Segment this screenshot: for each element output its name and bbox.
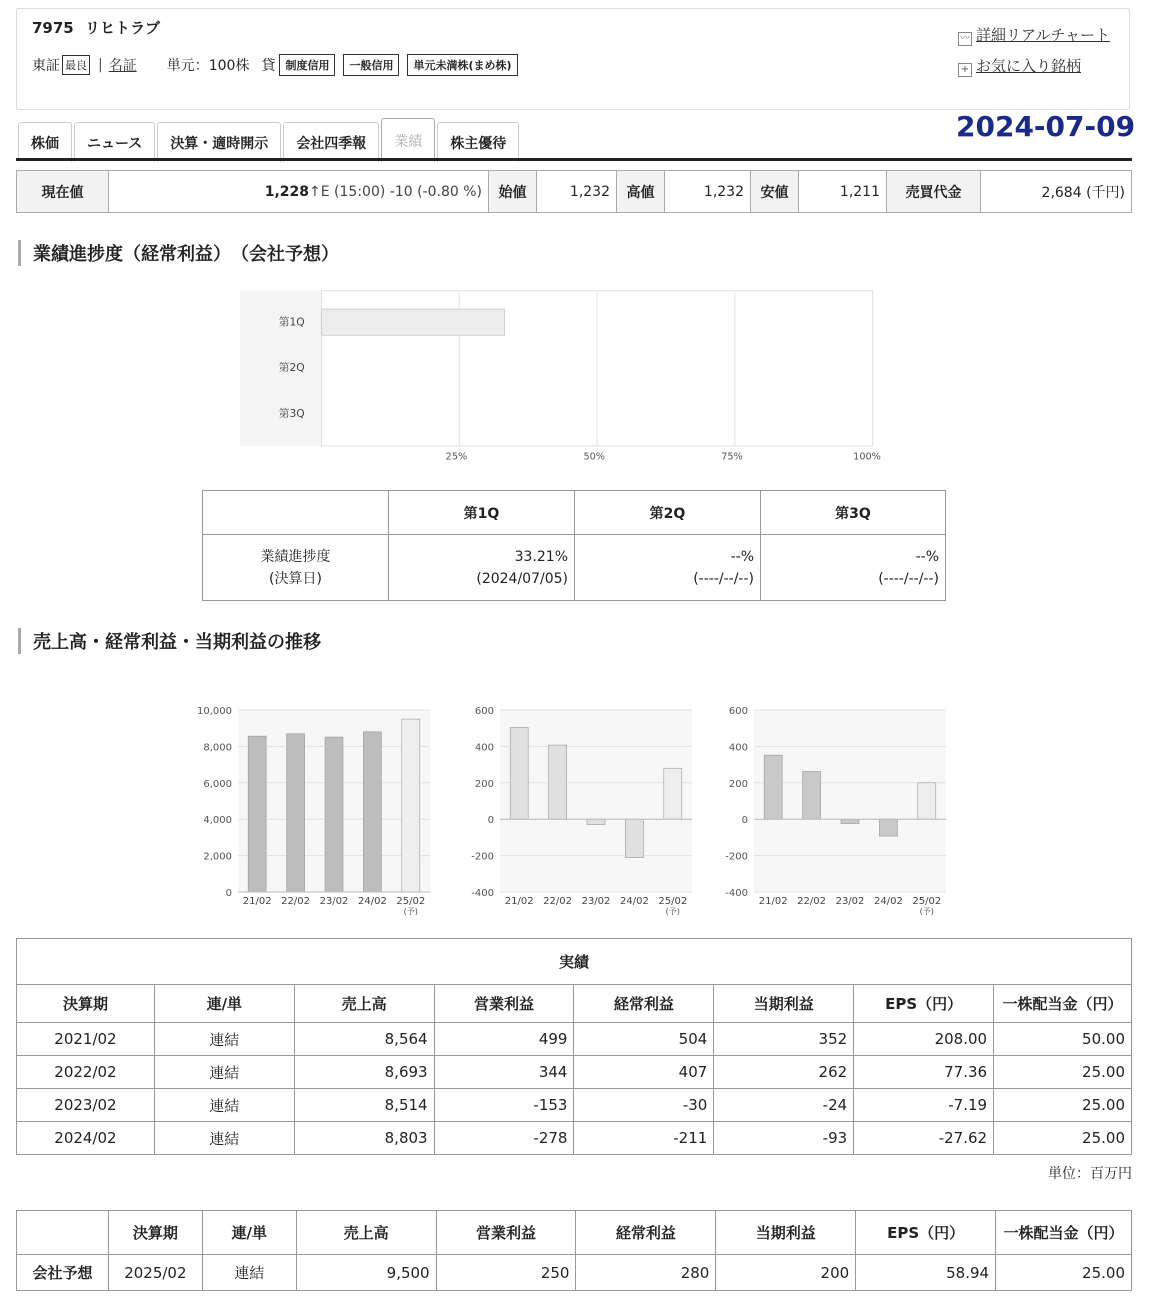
chart-x-note: (予) xyxy=(665,907,680,916)
chart-bar xyxy=(764,755,782,819)
price-change: ↑E (15:00) -10 (-0.80 %) xyxy=(309,183,482,200)
results-table xyxy=(16,938,1132,1155)
chart-y-tick: 4,000 xyxy=(203,815,232,827)
results-row xyxy=(17,1023,1132,1056)
results-cell: 2021/02 xyxy=(17,1023,155,1056)
results-cell: 352 xyxy=(714,1023,854,1056)
forecast-cell: 2025/02 xyxy=(108,1255,202,1291)
section-title-progress: 業績進捗度（経常利益） （会社予想） xyxy=(18,240,339,266)
forecast-table xyxy=(16,1210,1132,1291)
results-cell: 8,803 xyxy=(294,1122,434,1155)
chart-y-tick: -400 xyxy=(471,888,494,899)
low-label: 安値 xyxy=(751,171,799,213)
forecast-header-cell: 当期利益 xyxy=(716,1211,856,1255)
chart-x-tick: 25/02 xyxy=(658,896,688,907)
results-cell: 344 xyxy=(434,1056,574,1089)
progress-x-tick: 100% xyxy=(853,451,881,463)
chart-bar xyxy=(549,745,567,819)
market-name: 東証 xyxy=(32,58,60,74)
results-cell: 50.00 xyxy=(994,1023,1132,1056)
results-cell: 504 xyxy=(574,1023,714,1056)
results-cell: -7.19 xyxy=(854,1089,994,1122)
high-label: 高値 xyxy=(617,171,665,213)
chart-plot-area xyxy=(754,710,946,892)
results-cell: -93 xyxy=(714,1122,854,1155)
progress-q3-date: (----/--/--) xyxy=(878,570,939,587)
progress-q1-date: (2024/07/05) xyxy=(476,570,568,587)
forecast-cell: 280 xyxy=(576,1255,716,1291)
results-cell: -278 xyxy=(434,1122,574,1155)
unit-note: 単位：百万円 xyxy=(1048,1166,1132,1182)
forecast-header-cell: 一株配当金（円） xyxy=(996,1211,1132,1255)
forecast-cell: 9,500 xyxy=(296,1255,436,1291)
chart-bar xyxy=(625,819,643,857)
alt-market-link[interactable]: 名証 xyxy=(108,58,137,74)
chart-x-tick: 24/02 xyxy=(357,896,387,907)
results-cell: 2023/02 xyxy=(17,1089,155,1122)
results-cell: 77.36 xyxy=(854,1056,994,1089)
results-cell: -211 xyxy=(574,1122,714,1155)
current-price: 1,228 xyxy=(264,183,310,200)
forecast-cell: 会社予想 xyxy=(17,1255,109,1291)
badge-margin-general: 一般信用 xyxy=(343,54,399,76)
progress-q1-cell xyxy=(389,535,575,601)
progress-q1-value: 33.21% xyxy=(514,548,568,565)
chart-bar xyxy=(841,819,859,823)
date-stamp: 2024-07-09 xyxy=(956,110,1136,143)
chart-y-tick: -200 xyxy=(725,851,748,863)
progress-category-label: 第2Q xyxy=(278,361,305,375)
chart-x-tick: 25/02 xyxy=(396,896,426,907)
net-profit-chart xyxy=(706,706,956,920)
chart-x-tick: 21/02 xyxy=(242,896,272,907)
price-cell xyxy=(109,171,489,213)
results-cell: 8,693 xyxy=(294,1056,434,1089)
results-cell: -153 xyxy=(434,1089,574,1122)
progress-header-q1: 第1Q xyxy=(389,491,575,535)
detail-chart-link[interactable]: 〰 詳細リアルチャート xyxy=(960,26,1110,44)
tab-bar xyxy=(18,118,521,162)
results-row xyxy=(17,1122,1132,1155)
results-header-cell: 一株配当金（円） xyxy=(994,985,1132,1023)
forecast-cell: 58.94 xyxy=(856,1255,996,1291)
chart-x-tick: 21/02 xyxy=(758,896,788,907)
forecast-header-cell: 売上高 xyxy=(296,1211,436,1255)
progress-label: 業績進捗度 xyxy=(260,548,331,565)
section-title-trend: 売上高・経常利益・当期利益の推移 xyxy=(18,628,321,654)
forecast-header-cell xyxy=(17,1211,109,1255)
plus-icon: + xyxy=(958,63,972,77)
results-cell: 8,564 xyxy=(294,1023,434,1056)
forecast-cell: 250 xyxy=(436,1255,576,1291)
chart-x-tick: 23/02 xyxy=(581,896,611,907)
tab-shikiho[interactable]: 会社四季報 xyxy=(283,122,379,162)
chart-y-tick: -200 xyxy=(471,851,494,863)
tab-price[interactable]: 株価 xyxy=(18,122,72,162)
forecast-cell: 200 xyxy=(716,1255,856,1291)
forecast-header-cell: EPS（円） xyxy=(856,1211,996,1255)
chart-plot-area xyxy=(500,710,692,892)
turnover-label: 売買代金 xyxy=(887,171,981,213)
lend-label: 貸 xyxy=(261,58,276,74)
low-value: 1,211 xyxy=(799,171,887,213)
chart-x-tick: 22/02 xyxy=(543,896,573,907)
chart-bar xyxy=(664,768,682,819)
high-value: 1,232 xyxy=(665,171,751,213)
progress-row-label xyxy=(203,535,389,601)
chart-x-tick: 22/02 xyxy=(797,896,827,907)
chart-bar xyxy=(363,732,381,892)
progress-bar xyxy=(322,309,505,335)
progress-category-label: 第1Q xyxy=(278,315,305,329)
chart-icon: 〰 xyxy=(960,33,970,44)
tab-news[interactable]: ニュース xyxy=(74,122,155,162)
chart-y-tick: 8,000 xyxy=(203,742,232,754)
sales-chart xyxy=(190,706,440,920)
chart-x-tick: 23/02 xyxy=(319,896,349,907)
market-info-row xyxy=(32,54,518,76)
results-header-cell: EPS（円） xyxy=(854,985,994,1023)
results-cell: 2022/02 xyxy=(17,1056,155,1089)
tab-disclosure[interactable]: 決算・適時開示 xyxy=(157,122,281,162)
market-flag: 最良 xyxy=(62,55,90,75)
results-cell: -24 xyxy=(714,1089,854,1122)
results-cell: 407 xyxy=(574,1056,714,1089)
chart-bar xyxy=(510,727,528,819)
progress-q3-cell xyxy=(761,535,946,601)
separator: | xyxy=(98,57,103,73)
chart-bar xyxy=(248,736,266,892)
price-label: 現在値 xyxy=(17,171,109,213)
chart-bar xyxy=(803,772,821,820)
progress-q2-value: --% xyxy=(730,548,754,565)
forecast-cell: 25.00 xyxy=(996,1255,1132,1291)
chart-bar xyxy=(587,819,605,824)
results-cell: 25.00 xyxy=(994,1056,1132,1089)
ordinary-profit-chart xyxy=(452,706,702,920)
results-header-cell: 決算期 xyxy=(17,985,155,1023)
chart-y-tick: 2,000 xyxy=(203,851,232,863)
results-row xyxy=(17,1056,1132,1089)
header-links xyxy=(958,20,1110,82)
results-caption: 実績 xyxy=(17,939,1132,985)
progress-chart xyxy=(240,288,892,468)
stock-title xyxy=(32,17,160,38)
chart-bar xyxy=(879,819,897,836)
results-cell: 262 xyxy=(714,1056,854,1089)
progress-table xyxy=(202,490,946,601)
chart-y-tick: 0 xyxy=(225,888,232,899)
chart-y-tick: 6,000 xyxy=(203,778,232,790)
stock-name: リヒトラブ xyxy=(84,19,160,37)
tab-performance[interactable]: 業績 xyxy=(381,118,435,162)
progress-header-q3: 第3Q xyxy=(761,491,946,535)
open-value: 1,232 xyxy=(537,171,617,213)
results-header-cell: 売上高 xyxy=(294,985,434,1023)
progress-q2-date: (----/--/--) xyxy=(693,570,754,587)
stock-code: 7975 xyxy=(32,19,74,37)
chart-y-tick: 400 xyxy=(474,742,494,754)
progress-x-tick: 25% xyxy=(445,451,468,463)
forecast-header-cell: 営業利益 xyxy=(436,1211,576,1255)
progress-header-q2: 第2Q xyxy=(575,491,761,535)
chart-bar xyxy=(325,737,343,892)
results-cell: 25.00 xyxy=(994,1089,1132,1122)
chart-x-tick: 22/02 xyxy=(281,896,311,907)
chart-y-tick: 200 xyxy=(474,778,494,790)
open-label: 始値 xyxy=(489,171,537,213)
turnover-value: 2,684 (千円) xyxy=(981,171,1132,213)
progress-x-tick: 75% xyxy=(721,451,743,463)
forecast-header-cell: 連/単 xyxy=(202,1211,296,1255)
chart-y-tick: 200 xyxy=(728,778,748,790)
tab-benefits[interactable]: 株主優待 xyxy=(437,122,519,162)
forecast-header-cell: 決算期 xyxy=(108,1211,202,1255)
progress-q2-cell xyxy=(575,535,761,601)
results-header-cell: 当期利益 xyxy=(714,985,854,1023)
chart-bar xyxy=(402,719,420,892)
results-cell: 8,514 xyxy=(294,1089,434,1122)
chart-y-tick: 10,000 xyxy=(197,706,232,717)
results-row xyxy=(17,1089,1132,1122)
badge-odd-lot: 単元未満株(まめ株) xyxy=(407,54,517,76)
unit-text: 単元：100株 xyxy=(166,58,250,74)
chart-x-note: (予) xyxy=(403,907,418,916)
results-cell: 連結 xyxy=(154,1056,294,1089)
results-cell: 2024/02 xyxy=(17,1122,155,1155)
chart-x-tick: 23/02 xyxy=(835,896,865,907)
chart-y-tick: 600 xyxy=(474,706,494,717)
results-cell: 25.00 xyxy=(994,1122,1132,1155)
chart-x-tick: 24/02 xyxy=(619,896,649,907)
results-header-row xyxy=(17,985,1132,1023)
progress-category-label: 第3Q xyxy=(278,406,305,420)
chart-bar xyxy=(287,734,305,892)
chart-x-tick: 24/02 xyxy=(873,896,903,907)
chart-x-tick: 21/02 xyxy=(504,896,534,907)
progress-q3-value: --% xyxy=(915,548,939,565)
settlement-date-label: (決算日) xyxy=(269,570,322,587)
results-header-cell: 連/単 xyxy=(154,985,294,1023)
badge-margin-system: 制度信用 xyxy=(279,54,335,76)
chart-y-tick: 400 xyxy=(728,742,748,754)
results-cell: -30 xyxy=(574,1089,714,1122)
progress-header-blank xyxy=(203,491,389,535)
chart-bar xyxy=(918,783,936,819)
results-cell: 連結 xyxy=(154,1089,294,1122)
chart-y-tick: 600 xyxy=(728,706,748,717)
results-header-cell: 経常利益 xyxy=(574,985,714,1023)
results-cell: 208.00 xyxy=(854,1023,994,1056)
chart-x-note: (予) xyxy=(919,907,934,916)
forecast-row xyxy=(17,1255,1132,1291)
forecast-header-cell: 経常利益 xyxy=(576,1211,716,1255)
favorite-link[interactable]: + お気に入り銘柄 xyxy=(958,51,1110,82)
chart-y-tick: 0 xyxy=(741,815,748,827)
forecast-cell: 連結 xyxy=(202,1255,296,1291)
results-cell: 連結 xyxy=(154,1122,294,1155)
chart-x-tick: 25/02 xyxy=(912,896,942,907)
tab-underline xyxy=(16,158,1132,161)
results-cell: 499 xyxy=(434,1023,574,1056)
chart-y-tick: -400 xyxy=(725,888,748,899)
progress-x-tick: 50% xyxy=(583,451,606,463)
chart-y-tick: 0 xyxy=(487,815,494,827)
forecast-header-row xyxy=(17,1211,1132,1255)
results-cell: -27.62 xyxy=(854,1122,994,1155)
results-header-cell: 営業利益 xyxy=(434,985,574,1023)
quote-table xyxy=(16,170,1132,213)
results-cell: 連結 xyxy=(154,1023,294,1056)
